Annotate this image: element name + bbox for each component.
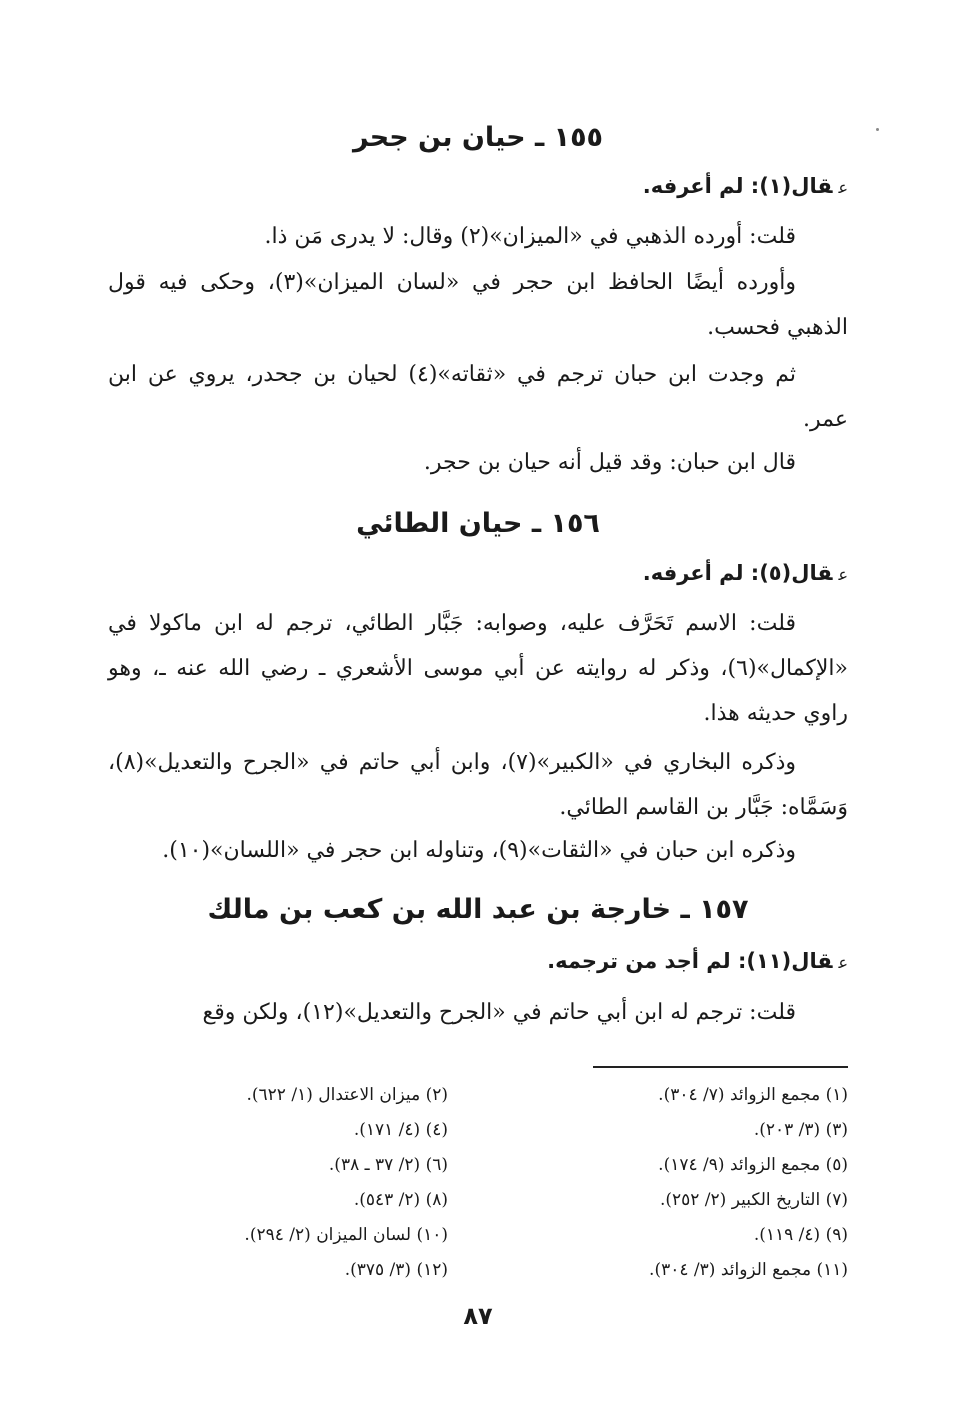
- footnote: (٨) (٢/ ٥٤٣).: [353, 1190, 448, 1210]
- entry-heading-155: ١٥٥ ـ حيان بن جحر: [352, 122, 604, 153]
- footnote: (٦) (٢/ ٣٧ ـ ٣٨).: [328, 1155, 448, 1175]
- quote-line-157: [108, 943, 848, 981]
- qala-symbol: ع: [838, 178, 848, 197]
- footnote: (٧) التاريخ الكبير (٢/ ٢٥٢).: [659, 1190, 848, 1210]
- paragraph: قلت: أورده الذهبي في «الميزان»(٢) وقال: لا يدرى مَن ذا.: [264, 224, 796, 249]
- footnote: (٢) ميزان الاعتدال (١/ ٦٢٢).: [246, 1085, 448, 1105]
- paragraph: وذكره ابن حبان في «الثقات»(٩)، وتناوله ابن حجر في «اللسان»(١٠).: [162, 838, 796, 863]
- footnote: (٤) (٤/ ١٧١).: [353, 1120, 448, 1140]
- scan-speck: [876, 128, 879, 131]
- footnotes-column-left: [118, 1078, 448, 1288]
- paragraph: وأورده أيضًا الحافظ ابن حجر في «لسان الميزان»(٣)، وحكى فيه قول الذهبي فحسب.: [108, 270, 848, 340]
- page: [108, 0, 848, 1412]
- footnotes-column-right: [518, 1078, 848, 1288]
- paragraph: قال ابن حبان: وقد قيل أنه حيان بن حجر.: [423, 450, 796, 475]
- footnote: (١) مجمع الزوائد (٧/ ٣٠٤).: [658, 1085, 848, 1105]
- footnote-separator: [593, 1066, 848, 1068]
- quote-text: قال(١): لم أعرفه.: [642, 174, 833, 198]
- paragraph: قلت: ترجم له ابن أبي حاتم في «الجرح والتعديل»(١٢)، ولكن وقع: [202, 1000, 796, 1025]
- entry-heading-156: ١٥٦ ـ حيان الطائي: [356, 508, 600, 539]
- entry-heading-157: ١٥٧ ـ خارجة بن عبد الله بن كعب بن مالك: [207, 894, 749, 925]
- paragraph: ثم وجدت ابن حبان ترجم في «ثقاته»(٤) لحيان بن جحدر، يروي عن ابن عمر.: [108, 362, 848, 432]
- quote-text: قال(٥): لم أعرفه.: [642, 561, 833, 585]
- footnote: (١٠) لسان الميزان (٢/ ٢٩٤).: [244, 1225, 448, 1245]
- footnote: (٥) مجمع الزوائد (٩/ ١٧٤).: [658, 1155, 848, 1175]
- page-number: ٨٧: [463, 1302, 493, 1330]
- qala-symbol: ع: [838, 953, 848, 972]
- quote-line-155: [108, 168, 848, 206]
- footnote: (١١) مجمع الزوائد (٣/ ٣٠٤).: [649, 1260, 848, 1280]
- paragraph: وذكره البخاري في «الكبير»(٧)، وابن أبي حاتم في «الجرح والتعديل»(٨)، وَسَمَّاه: جَبَّار بن القاسم الطائي.: [108, 750, 848, 820]
- footnote: (٣) (٣/ ٢٠٣).: [753, 1120, 848, 1140]
- footnote: (١٢) (٣/ ٣٧٥).: [344, 1260, 448, 1280]
- quote-text: قال(١١): لم أجد من ترجمه.: [547, 949, 833, 973]
- paragraph: قلت: الاسم تَحَرَّف عليه، وصوابه: جَبَّار الطائي، ترجم له ابن ماكولا في «الإكمال»(٦)، وذكر له روايته عن أبي موسى الأشعري ـ رضي الله عنه ـ، وهو راوي حديثه هذا.: [108, 611, 848, 726]
- quote-line-156: [108, 555, 848, 593]
- footnote: (٩) (٤/ ١١٩).: [753, 1225, 848, 1245]
- qala-symbol: ع: [838, 565, 848, 584]
